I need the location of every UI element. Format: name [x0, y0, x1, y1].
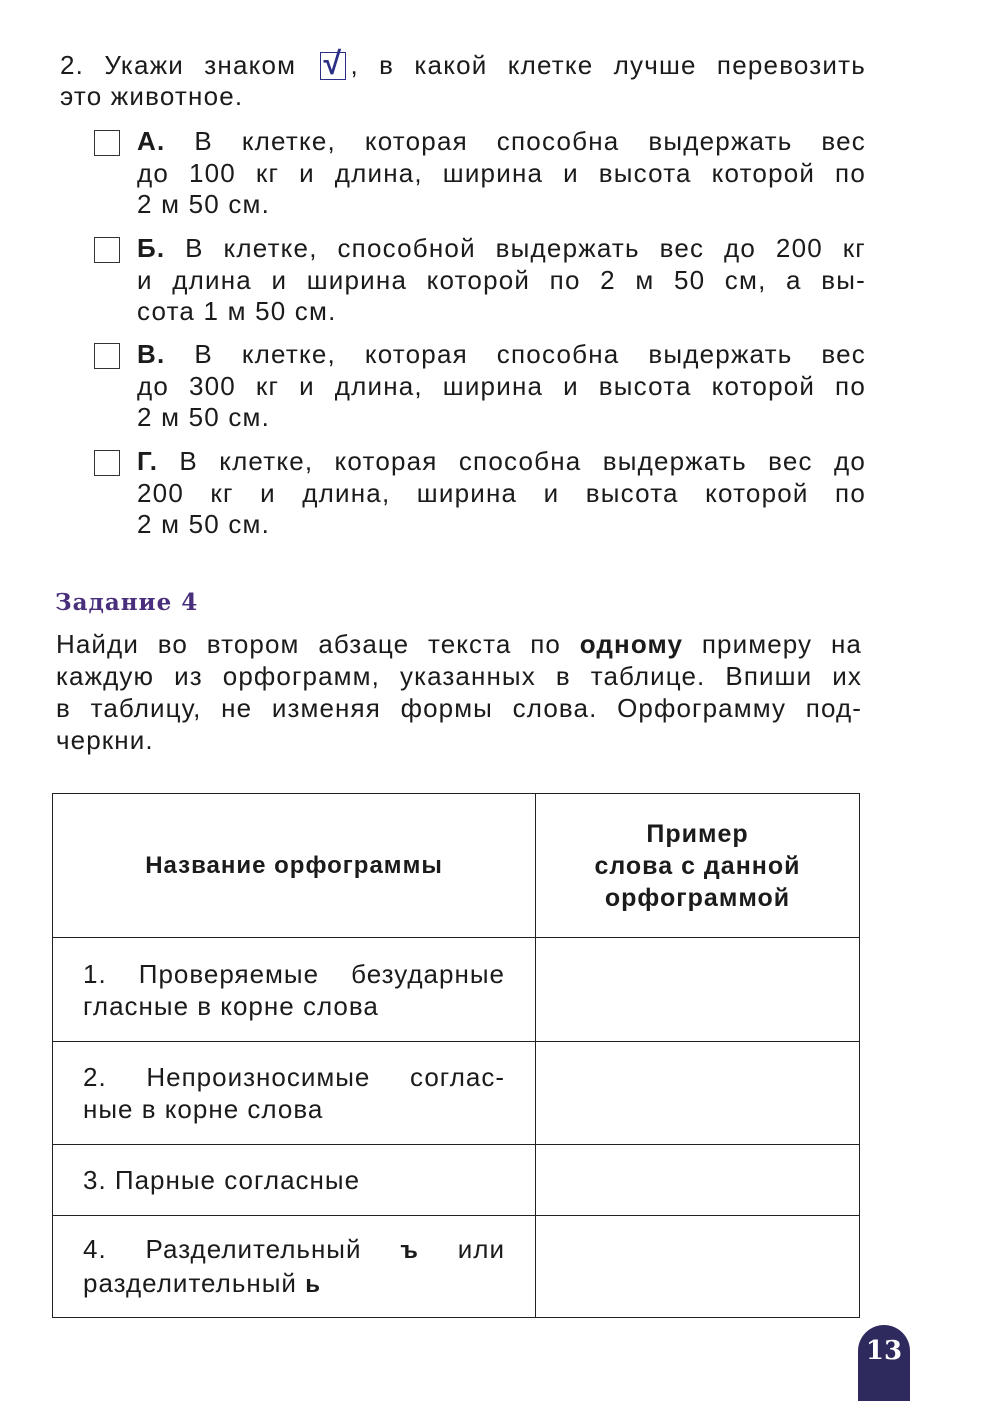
- task-4-instructions: Найди во втором абзаце текста по одному примеру на каждую из орфограмм, указанных в таблице. Впиши их в таблицу, не изменяя формы слова. Орфограмму под- черкни.: [56, 629, 862, 755]
- option-g-checkbox[interactable]: [94, 450, 120, 476]
- task-4-title: Задание 4: [55, 589, 199, 616]
- question-2-line-2: это животное.: [60, 81, 244, 111]
- option-v[interactable]: В. В клетке, которая способна выдержать вес до 300 кг и длина, ширина и высота которой по 2 м 50 см.: [94, 339, 866, 434]
- option-v-checkbox[interactable]: [94, 343, 120, 369]
- checkmark-sample-icon: √: [320, 52, 346, 80]
- orthogram-name-cell: 4. Разделительный ъ или разделительный ь: [53, 1216, 536, 1318]
- page-number-badge: 13: [858, 1325, 910, 1401]
- orthogram-name-cell: 3. Парные согласные: [53, 1145, 536, 1216]
- option-b[interactable]: Б. В клетке, способной выдержать вес до 200 кг и длина и ширина которой по 2 м 50 см, а вы- сота 1 м 50 см.: [94, 233, 866, 328]
- question-2: [60, 45, 866, 112]
- table-row: [53, 1216, 860, 1318]
- option-a-checkbox[interactable]: [94, 130, 120, 156]
- answer-cell-2[interactable]: [536, 1042, 860, 1145]
- table-row: [53, 1145, 860, 1216]
- table-row: [53, 938, 860, 1042]
- header-word-example: Пример слова с данной орфограммой: [536, 794, 860, 938]
- option-g[interactable]: Г. В клетке, которая способна выдержать вес до 200 кг и длина, ширина и высота которой по 2 м 50 см.: [94, 446, 866, 541]
- option-a[interactable]: А. В клетке, которая способна выдержать вес до 100 кг и длина, ширина и высота которой по 2 м 50 см.: [94, 126, 866, 221]
- table-header-row: [53, 794, 860, 938]
- answer-cell-3[interactable]: [536, 1145, 860, 1216]
- orthogram-name-cell: 2. Непроизносимые соглас- ные в корне слова: [53, 1042, 536, 1145]
- question-2-line-1: 2. Укажи знаком √ , в какой клетке лучше перевозить: [60, 45, 866, 81]
- orthogram-name-cell: 1. Проверяемые безударные гласные в корне слова: [53, 938, 536, 1042]
- option-b-checkbox[interactable]: [94, 237, 120, 263]
- answer-cell-1[interactable]: [536, 938, 860, 1042]
- orthogram-table: [52, 793, 860, 1318]
- answer-cell-4[interactable]: [536, 1216, 860, 1318]
- header-orthogram-name: Название орфограммы: [53, 794, 536, 938]
- table-row: [53, 1042, 860, 1145]
